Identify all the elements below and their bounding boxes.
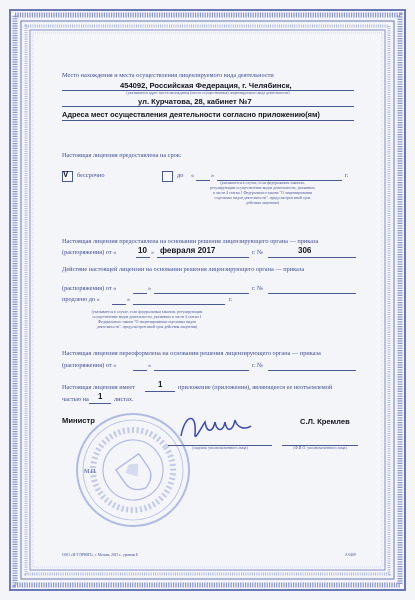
sheets-prefix: частью на — [62, 396, 89, 403]
until-quote-open: « — [191, 172, 195, 179]
extended-day-line — [112, 304, 126, 305]
location-label: Место нахождения и места осуществления лицензируемого вида деятельности — [62, 72, 274, 79]
decision-date-line — [157, 257, 249, 258]
decision-line-1: Настоящая лицензия предоставлена на основании решения лицензирующего органа — приказа — [62, 238, 319, 245]
address-underline-2 — [62, 106, 354, 107]
decision-number-line — [268, 257, 356, 258]
reissue-line-2: (распоряжения) от « — [62, 362, 117, 369]
extended-year-suffix: г. — [229, 296, 233, 303]
until-quote-close: » — [211, 172, 215, 179]
decision-month-year: февраля 2017 — [160, 246, 216, 255]
decision-quote-close: » — [151, 249, 155, 256]
extension-date-line — [154, 293, 249, 294]
reissue-number-label: г. № — [252, 362, 264, 369]
handwritten-signature — [175, 408, 255, 446]
reissue-line-1: Настоящая лицензия переоформлена на основании решения лицензирующего органа — приказа — [62, 350, 321, 357]
extension-line-1: Действие настоящей лицензии на основании решения лицензирующего органа — приказа — [62, 266, 305, 273]
extended-date-line — [133, 304, 225, 305]
reissue-number-line — [268, 370, 356, 371]
decision-day: 10 — [138, 246, 147, 255]
signer-name: С.Л. Кремлев — [300, 417, 350, 426]
address-line-1: 454092, Российская Федерация, г. Челябинск, — [120, 81, 292, 90]
until-label: до — [177, 172, 184, 179]
decision-line-2: (распоряжения) от « — [62, 249, 117, 256]
form-code: А 0469 — [345, 553, 356, 557]
signer-position: Министр — [62, 416, 95, 425]
attachment-prefix: Настоящая лицензия имеет — [62, 384, 135, 391]
activity-underline — [62, 120, 354, 121]
decision-number: 306 — [298, 246, 312, 255]
extended-until: продлено до « — [62, 296, 100, 303]
address-line-2: ул. Курчатова, 28, кабинет №7 — [138, 97, 252, 106]
seal-mark: М.П. — [84, 469, 97, 475]
attachment-count: 1 — [158, 380, 163, 389]
indefinite-label: бессрочно — [77, 172, 105, 179]
until-checkbox — [162, 171, 173, 182]
extension-number-label: г. № — [252, 285, 264, 292]
decision-number-label: г. № — [252, 249, 264, 256]
extended-quote-close: » — [127, 296, 131, 303]
reissue-quote-close: » — [148, 362, 152, 369]
sheets-suffix: листах. — [114, 396, 134, 403]
sheets-count: 1 — [98, 392, 103, 401]
attachment-count-line — [145, 391, 175, 392]
name-note: (Ф.И.О. уполномоченного лица) — [293, 446, 347, 450]
until-year-suffix: г. — [345, 172, 349, 179]
address-note: (указывается адрес места нахождения (места осуществления) лицензируемого вида деятельности) — [126, 91, 290, 95]
extension-day-line — [133, 293, 147, 294]
reissue-day-line — [133, 370, 147, 371]
decision-day-line — [136, 257, 150, 258]
printer-info: ООО «И-Т ПРИНТ», г. Москва, 2015 г., уровень Б — [62, 553, 139, 557]
reissue-date-line — [154, 370, 249, 371]
attachment-suffix: приложение (приложения), являющееся ее неотъемлемой — [178, 384, 333, 391]
signature-note: (подпись уполномоченного лица) — [192, 446, 248, 450]
extension-quote-close: » — [148, 285, 152, 292]
activity-places: Адреса мест осуществления деятельности согласно приложению(ям) — [62, 110, 320, 119]
term-label: Настоящая лицензия предоставлена на срок: — [62, 152, 182, 159]
extension-note: (указывается в случае, если федеральным законом, регулирующим осуществление видов деятельности, указанных в части 4 статьи 1 Федерального закона "О лицензировании отдельных видов деятельности", предусмотрен иной срок действия лицензии) — [91, 310, 203, 329]
sheets-count-line — [89, 403, 111, 404]
term-note: (указывается в случае, если федеральным законом, регулирующим осуществление видов деятельности, указанных в части 4 статьи 1 Федерального закона "О лицензировании отдельных видов деятельности", предусмотрен иной срок действия лицензии) — [210, 181, 315, 205]
until-day-line — [196, 180, 210, 181]
extension-number-line — [268, 293, 356, 294]
check-mark: V — [63, 170, 69, 179]
extension-line-2: (распоряжения) от « — [62, 285, 117, 292]
